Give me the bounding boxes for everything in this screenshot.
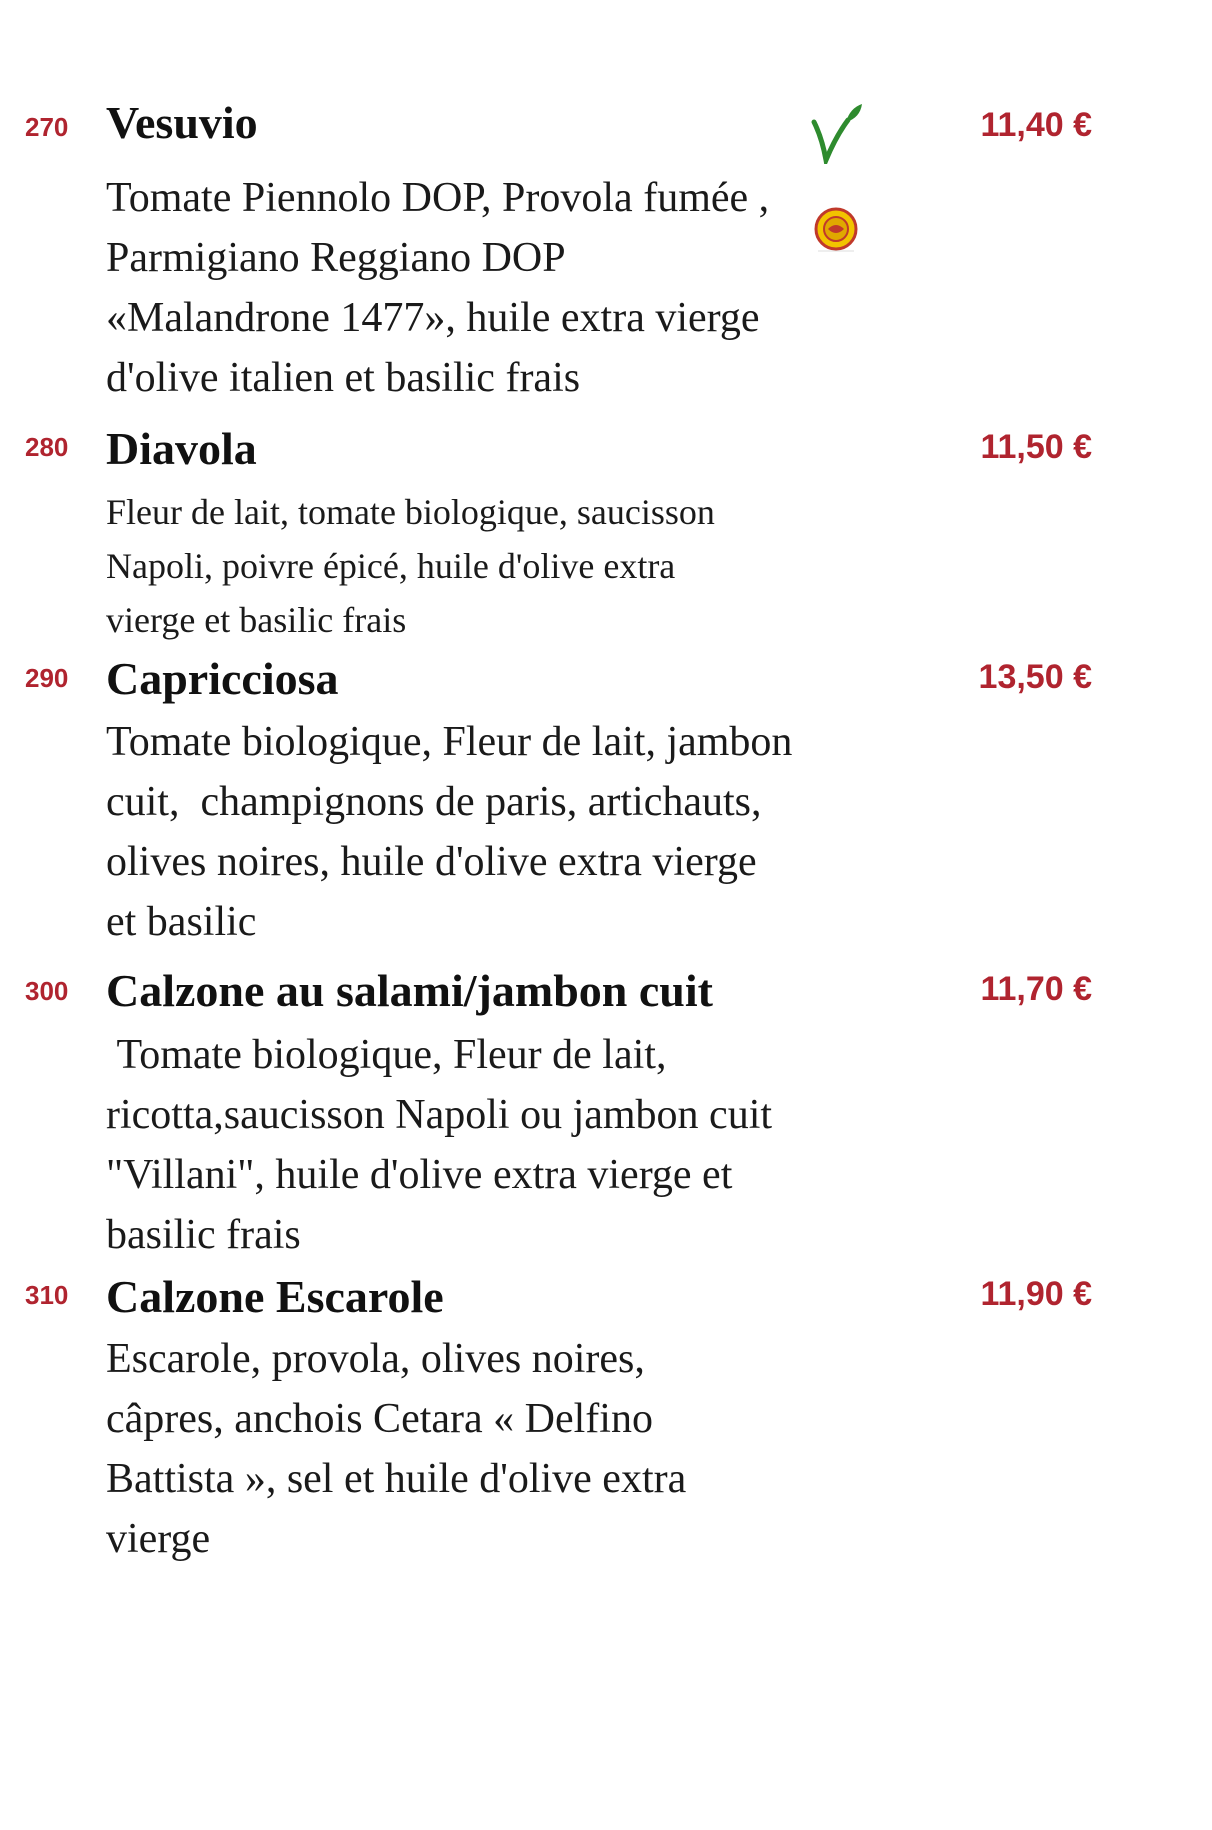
item-name: Capricciosa bbox=[106, 653, 339, 704]
item-name: Vesuvio bbox=[106, 97, 258, 148]
vegetarian-leaf-icon bbox=[808, 100, 864, 164]
item-number: 290 bbox=[25, 663, 69, 693]
dop-seal-icon bbox=[814, 207, 858, 253]
item-price: 11,90 € bbox=[980, 1275, 1092, 1313]
item-number: 270 bbox=[25, 112, 69, 142]
item-price: 13,50 € bbox=[978, 658, 1092, 696]
item-price: 11,50 € bbox=[980, 428, 1092, 466]
item-description: Tomate biologique, Fleur de lait, ricotta,saucisson Napoli ou jambon cuit "Villani", huile d'olive extra vierge et basilic frais bbox=[106, 1032, 783, 1258]
item-description: Fleur de lait, tomate biologique, saucisson Napoli, poivre épicé, huile d'olive extra vierge et basilic frais bbox=[106, 492, 724, 640]
item-description: Escarole, provola, olives noires, câpres, anchois Cetara « Delfino Battista », sel et huile d'olive extra vierge bbox=[106, 1336, 697, 1562]
item-number: 280 bbox=[25, 432, 69, 462]
item-number: 300 bbox=[25, 976, 69, 1006]
item-name: Calzone Escarole bbox=[106, 1271, 444, 1322]
item-description: Tomate biologique, Fleur de lait, jambon cuit, champignons de paris, artichauts, olives noires, huile d'olive extra vierge et basilic bbox=[106, 719, 803, 945]
item-name: Diavola bbox=[106, 423, 257, 474]
item-price: 11,40 € bbox=[980, 106, 1092, 144]
item-number: 310 bbox=[25, 1280, 69, 1310]
item-name: Calzone au salami/jambon cuit bbox=[106, 965, 713, 1016]
item-price: 11,70 € bbox=[980, 970, 1092, 1008]
item-description: Tomate Piennolo DOP, Provola fumée , Parmigiano Reggiano DOP «Malandrone 1477», huile extra vierge d'olive italien et basilic frais bbox=[106, 175, 780, 401]
